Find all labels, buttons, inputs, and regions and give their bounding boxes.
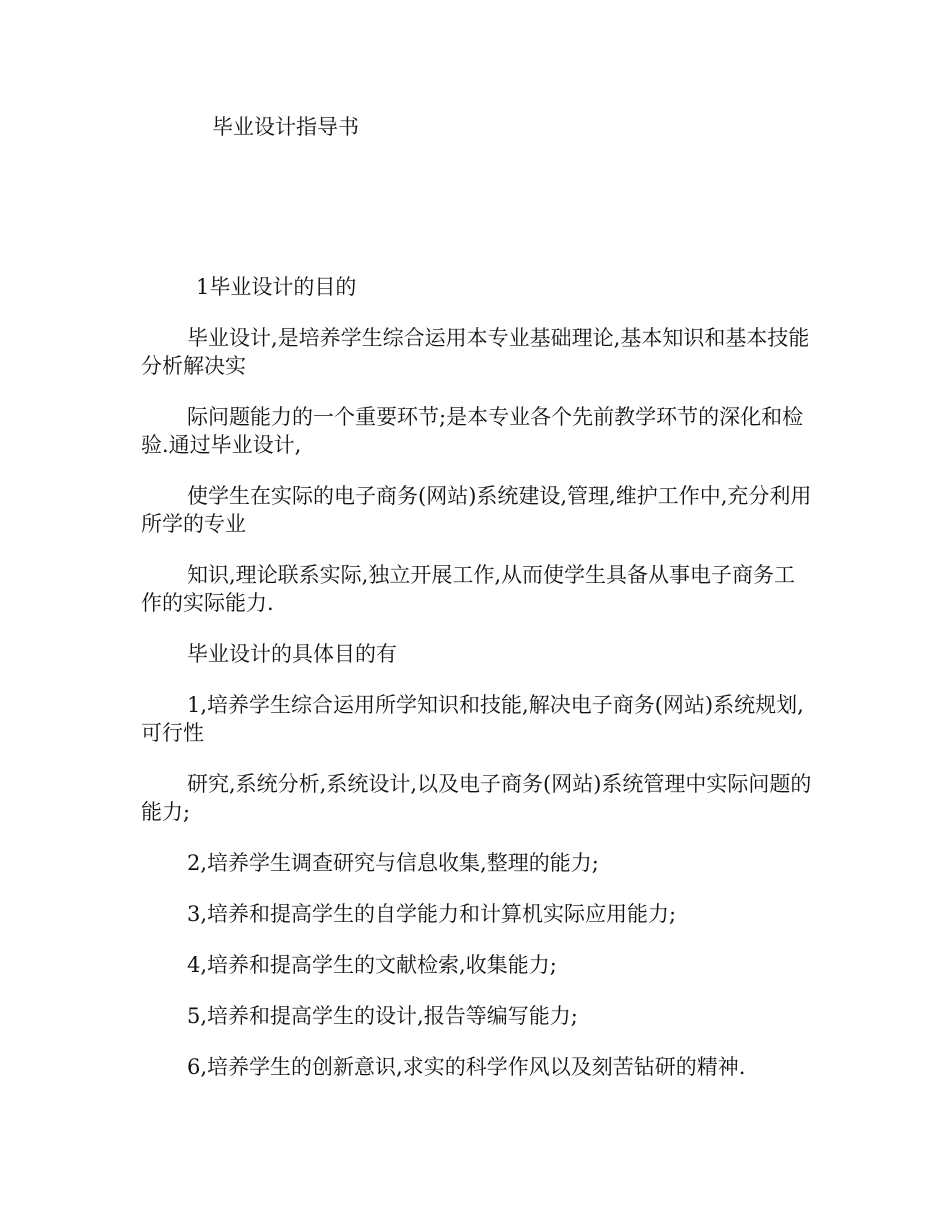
paragraph-5: 毕业设计的具体目的有 [187, 642, 397, 666]
paragraph-7: 研究,系统分析,系统设计,以及电子商务(网站)系统管理中实际问题的能力; [141, 772, 812, 824]
paragraph-9: 3,培养和提高学生的自学能力和计算机实际应用能力; [187, 902, 677, 926]
document-body [141, 324, 813, 1104]
paragraph-2: 际问题能力的一个重要环节;是本专业各个先前教学环节的深化和检验.通过毕业设计, [141, 405, 804, 457]
paragraph-3: 使学生在实际的电子商务(网站)系统建设,管理,维护工作中,充分利用所学的专业 [141, 484, 812, 536]
document-title: 毕业设计指导书 [212, 115, 359, 139]
paragraph-1: 毕业设计,是培养学生综合运用本专业基础理论,基本知识和基本技能分析解决实 [141, 326, 810, 378]
paragraph-10: 4,培养和提高学生的文献检索,收集能力; [187, 953, 557, 977]
paragraph-4: 知识,理论联系实际,独立开展工作,从而使学生具备从事电子商务工作的实际能力. [141, 563, 796, 615]
paragraph-11: 5,培养和提高学生的设计,报告等编写能力; [187, 1004, 578, 1028]
paragraph-8: 2,培养学生调查研究与信息收集,整理的能力; [187, 851, 599, 875]
paragraph-12: 6,培养学生的创新意识,求实的科学作风以及刻苦钻研的精神. [187, 1055, 746, 1079]
section-heading: 1毕业设计的目的 [196, 275, 357, 299]
paragraph-6: 1,培养学生综合运用所学知识和技能,解决电子商务(网站)系统规划,可行性 [141, 693, 804, 745]
